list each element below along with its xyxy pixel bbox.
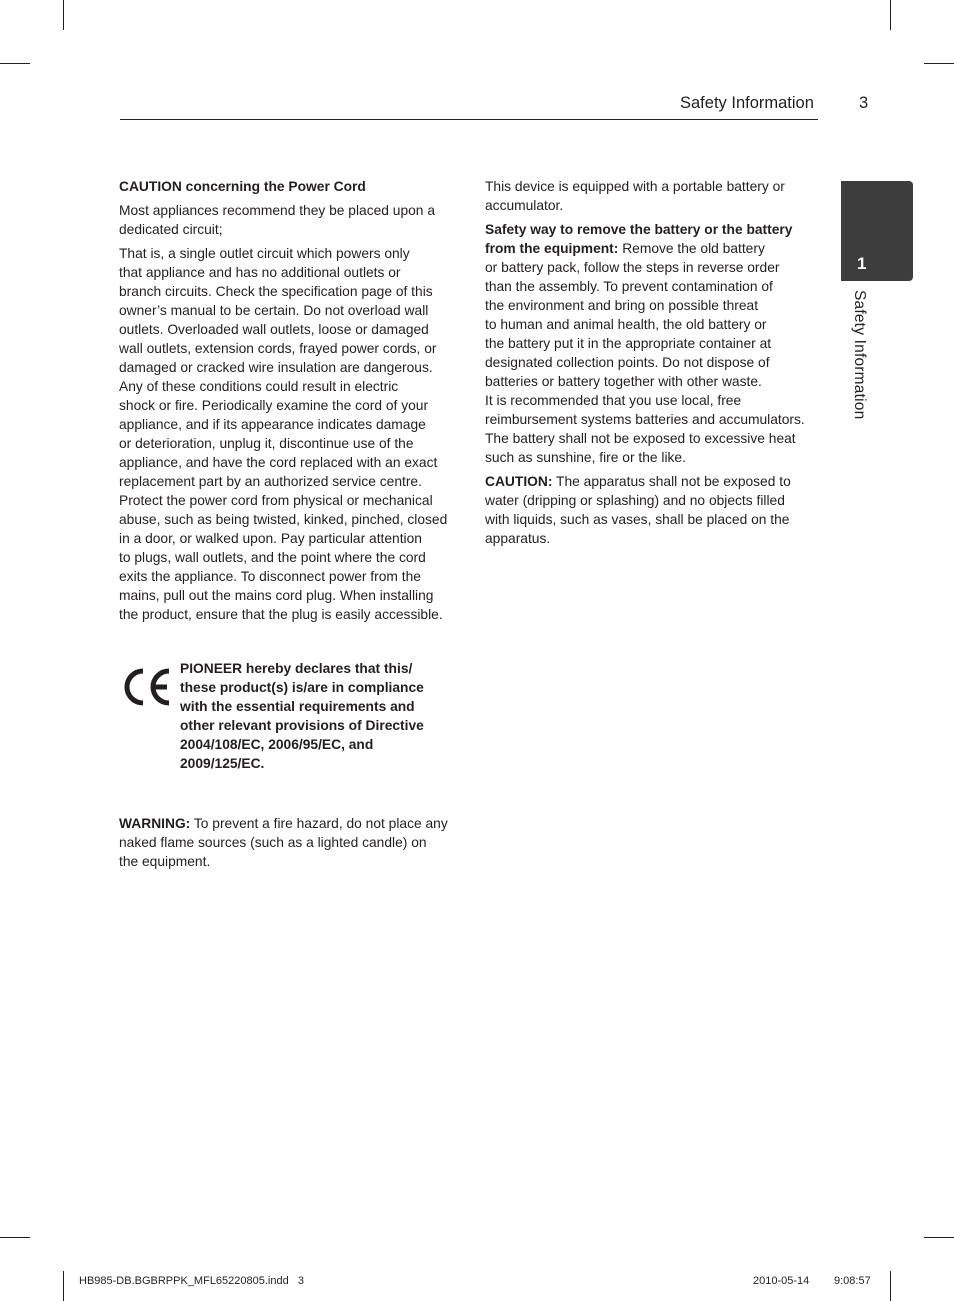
crop-mark: [0, 1237, 30, 1238]
text-line: to plugs, wall outlets, and the point where the cord: [119, 550, 426, 565]
warning-text: To prevent a fire hazard, do not place any: [190, 816, 448, 831]
text-line: the environment and bring on possible threat: [485, 298, 759, 313]
text-line: Any of these conditions could result in electric: [119, 379, 399, 394]
text-line: 2004/108/EC, 2006/95/EC, and: [180, 737, 374, 752]
text-line: appliance, and have the cord replaced with an exact: [119, 455, 438, 470]
text-line: the product, ensure that the plug is easily accessible.: [119, 607, 443, 622]
text-line: the battery put it in the appropriate container at: [485, 336, 772, 351]
text-line: with the essential requirements and: [180, 699, 415, 714]
text-line: shock or fire. Periodically examine the cord of your: [119, 398, 429, 413]
caution-text: The apparatus shall not be exposed to: [552, 474, 791, 489]
text-line: [485, 472, 817, 491]
crop-mark: [0, 63, 30, 64]
text-line: such as sunshine, fire or the like.: [485, 450, 686, 465]
text-line: outlets. Overloaded wall outlets, loose or damaged: [119, 322, 429, 337]
text-line: with liquids, such as vases, shall be placed on the: [485, 512, 790, 527]
text-line: the equipment.: [119, 854, 211, 869]
text-line: wall outlets, extension cords, frayed power cords, or: [119, 341, 437, 356]
text-line: The battery shall not be exposed to excessive heat: [485, 431, 796, 446]
footer-date: 2010-05-14: [753, 1275, 810, 1287]
text-line: or battery pack, follow the steps in reverse order: [485, 260, 780, 275]
text-line: owner’s manual to be certain. Do not overload wall: [119, 303, 429, 318]
page-number: 3: [859, 94, 869, 112]
intro-paragraph: [119, 201, 455, 239]
header-section-title: Safety Information: [680, 94, 814, 112]
text-line: mains, pull out the mains cord plug. When installing: [119, 588, 434, 603]
text-line: Most appliances recommend they be placed upon a: [119, 203, 435, 218]
warning-paragraph: [119, 814, 459, 871]
ce-declaration-text: [180, 659, 460, 773]
text-line: these product(s) is/are in compliance: [180, 680, 424, 695]
footer-file-info: HB985-DB.BGBRPPK_MFL65220805.indd 3: [79, 1275, 305, 1287]
text-line: batteries or battery together with other waste.: [485, 374, 762, 389]
crop-mark: [63, 0, 64, 30]
text-line: in a door, or walked upon. Pay particular attention: [119, 531, 422, 546]
text-line: 2009/125/EC.: [180, 756, 265, 771]
text-line: than the assembly. To prevent contamination of: [485, 279, 773, 294]
caution-heading: CAUTION concerning the Power Cord: [119, 179, 366, 194]
chapter-side-label: Safety Information: [851, 290, 868, 420]
power-cord-paragraph: [119, 244, 455, 624]
text-line: reimbursement systems batteries and accumulators.: [485, 412, 805, 427]
battery-paragraph: [485, 177, 817, 215]
crop-mark: [63, 1271, 64, 1301]
text-line: to human and animal health, the old battery or: [485, 317, 767, 332]
text-line: appliance, and if its appearance indicates damage: [119, 417, 426, 432]
right-column: [485, 177, 817, 553]
crop-mark: [890, 0, 891, 30]
crop-mark: [924, 63, 954, 64]
battery-removal-paragraph: [485, 220, 817, 467]
text-line: [119, 814, 459, 833]
text-line: apparatus.: [485, 531, 551, 546]
text-line: designated collection points. Do not dispose of: [485, 355, 770, 370]
text-line: branch circuits. Check the specification page of this: [119, 284, 433, 299]
caution-label: CAUTION:: [485, 474, 553, 489]
caution-paragraph: [485, 472, 817, 548]
text-line: This device is equipped with a portable battery or: [485, 179, 785, 194]
text-line: or deterioration, unplug it, discontinue use of the: [119, 436, 414, 451]
text-line: It is recommended that you use local, free: [485, 393, 742, 408]
text-line: That is, a single outlet circuit which powers only: [119, 246, 410, 261]
text-line: replacement part by an authorized service centre.: [119, 474, 422, 489]
text-line: dedicated circuit;: [119, 222, 223, 237]
chapter-number: 1: [857, 254, 867, 273]
text-line: damaged or cracked wire insulation are dangerous.: [119, 360, 433, 375]
text-line: naked flame sources (such as a lighted candle) on: [119, 835, 427, 850]
left-column: [119, 177, 455, 629]
text-line: Protect the power cord from physical or mechanical: [119, 493, 433, 508]
text-line: water (dripping or splashing) and no objects filled: [485, 493, 785, 508]
text-line: other relevant provisions of Directive: [180, 718, 424, 733]
text-line: abuse, such as being twisted, kinked, pinched, closed: [119, 512, 448, 527]
text-line: that appliance and has no additional outlets or: [119, 265, 401, 280]
chapter-tab: [841, 181, 913, 281]
warning-label: WARNING:: [119, 816, 191, 831]
ce-mark-icon: [121, 667, 173, 707]
header-rule: [120, 119, 818, 120]
battery-removal-heading: Safety way to remove the battery or the battery: [485, 222, 793, 237]
crop-mark: [924, 1237, 954, 1238]
text-line: exits the appliance. To disconnect power from the: [119, 569, 421, 584]
text-line: PIONEER hereby declares that this/: [180, 661, 413, 676]
footer-time: 9:08:57: [834, 1275, 871, 1287]
text-line: accumulator.: [485, 198, 564, 213]
text-line: [485, 239, 817, 258]
battery-removal-text: Remove the old battery: [618, 241, 765, 256]
crop-mark: [890, 1271, 891, 1301]
battery-removal-heading: from the equipment:: [485, 241, 619, 256]
